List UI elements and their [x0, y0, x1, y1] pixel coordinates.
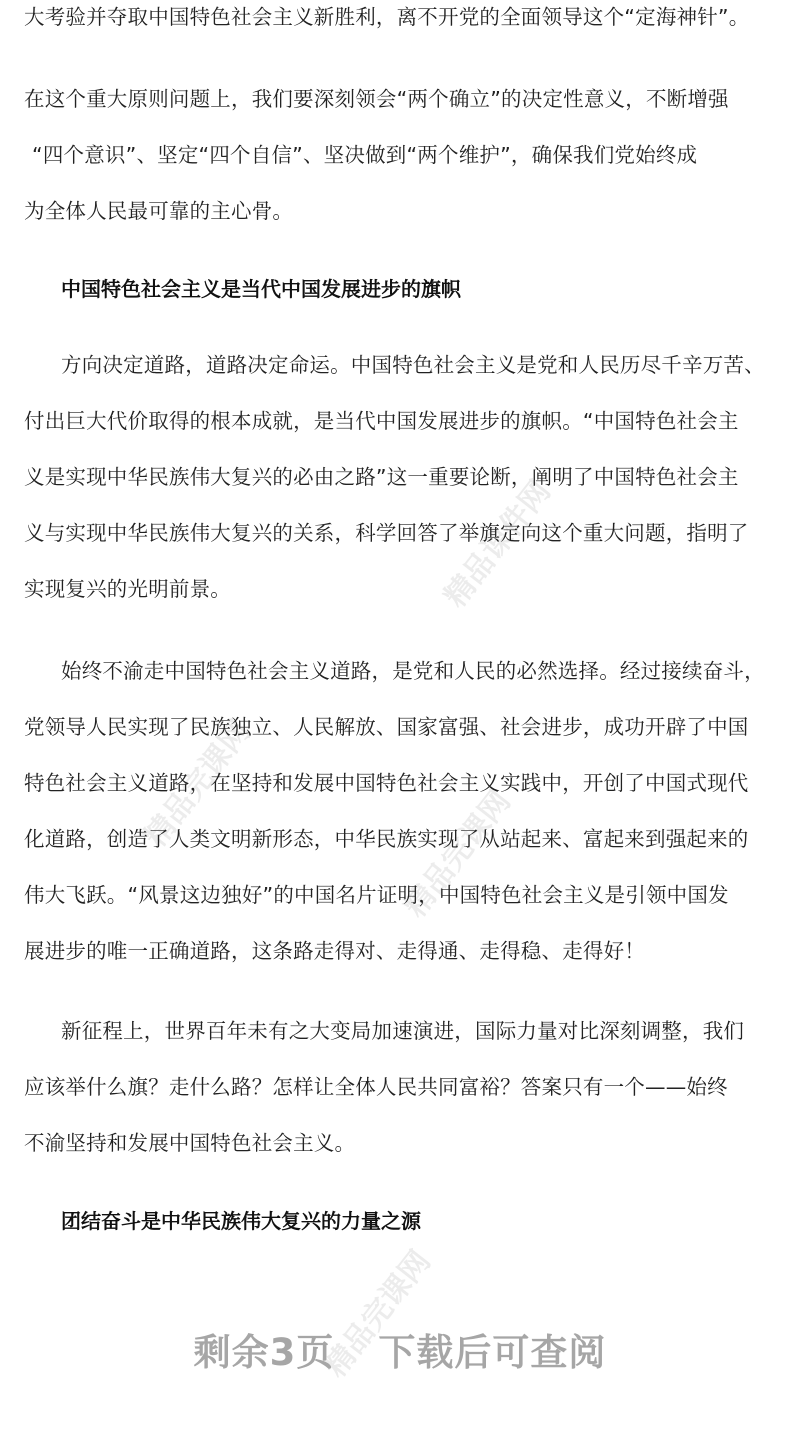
download-prompt[interactable] [0, 1327, 800, 1379]
watermark: 精品完课网 [397, 784, 518, 925]
paragraph-line: 伟大飞跃。“风景这边独好”的中国名片证明，中国特色社会主义是引领中国发 [24, 883, 729, 907]
paragraph-line: 化道路，创造了人类文明新形态，中华民族实现了从站起来、富起来到强起来的 [24, 827, 749, 851]
paragraph-line: “四个意识”、坚定“四个自信”、坚决做到“两个维护”，确保我们党始终成 [32, 143, 698, 167]
paragraph-line: 新征程上，世界百年未有之大变局加速演进，国际力量对比深刻调整，我们 [61, 1019, 745, 1043]
watermark: 精品完课网 [137, 714, 258, 855]
paragraph-line: 始终不渝走中国特色社会主义道路，是党和人民的必然选择。经过接续奋斗， [61, 659, 765, 683]
paragraph-line: 在这个重大原则问题上，我们要深刻领会“两个确立”的决定性意义，不断增强 [24, 87, 729, 111]
remaining-pages-label: 剩余3页 [193, 1331, 335, 1374]
section-heading: 团结奋斗是中华民族伟大复兴的力量之源 [61, 1209, 421, 1233]
paragraph-line: 为全体人民最可靠的主心骨。 [24, 199, 294, 223]
paragraph-line: 义是实现中华民族伟大复兴的必由之路”这一重要论断，阐明了中国特色社会主 [24, 465, 739, 489]
paragraph-line: 大考验并夺取中国特色社会主义新胜利，离不开党的全面领导这个“定海神针”。 [24, 5, 750, 29]
download-to-view-label: 下载后可查阅 [378, 1331, 607, 1374]
watermark: 精品完课网 [317, 1244, 438, 1385]
watermark: 精品课件网 [437, 474, 558, 615]
section-heading: 中国特色社会主义是当代中国发展进步的旗帜 [61, 277, 461, 301]
paragraph-line: 应该举什么旗？走什么路？怎样让全体人民共同富裕？答案只有一个——始终 [24, 1075, 728, 1099]
paragraph-line: 特色社会主义道路，在坚持和发展中国特色社会主义实践中，开创了中国式现代 [24, 771, 749, 795]
paragraph-line: 实现复兴的光明前景。 [24, 577, 231, 601]
paragraph-line: 党领导人民实现了民族独立、人民解放、国家富强、社会进步，成功开辟了中国 [24, 715, 749, 739]
paragraph-line: 不渝坚持和发展中国特色社会主义。 [24, 1131, 356, 1155]
paragraph-line: 义与实现中华民族伟大复兴的关系，科学回答了举旗定向这个重大问题，指明了 [24, 521, 749, 545]
paragraph-line: 展进步的唯一正确道路，这条路走得对、走得通、走得稳、走得好！ [24, 939, 645, 963]
paragraph-line: 付出巨大代价取得的根本成就，是当代中国发展进步的旗帜。“中国特色社会主 [24, 409, 739, 433]
paragraph-line: 方向决定道路，道路决定命运。中国特色社会主义是党和人民历尽千辛万苦、 [61, 353, 765, 377]
